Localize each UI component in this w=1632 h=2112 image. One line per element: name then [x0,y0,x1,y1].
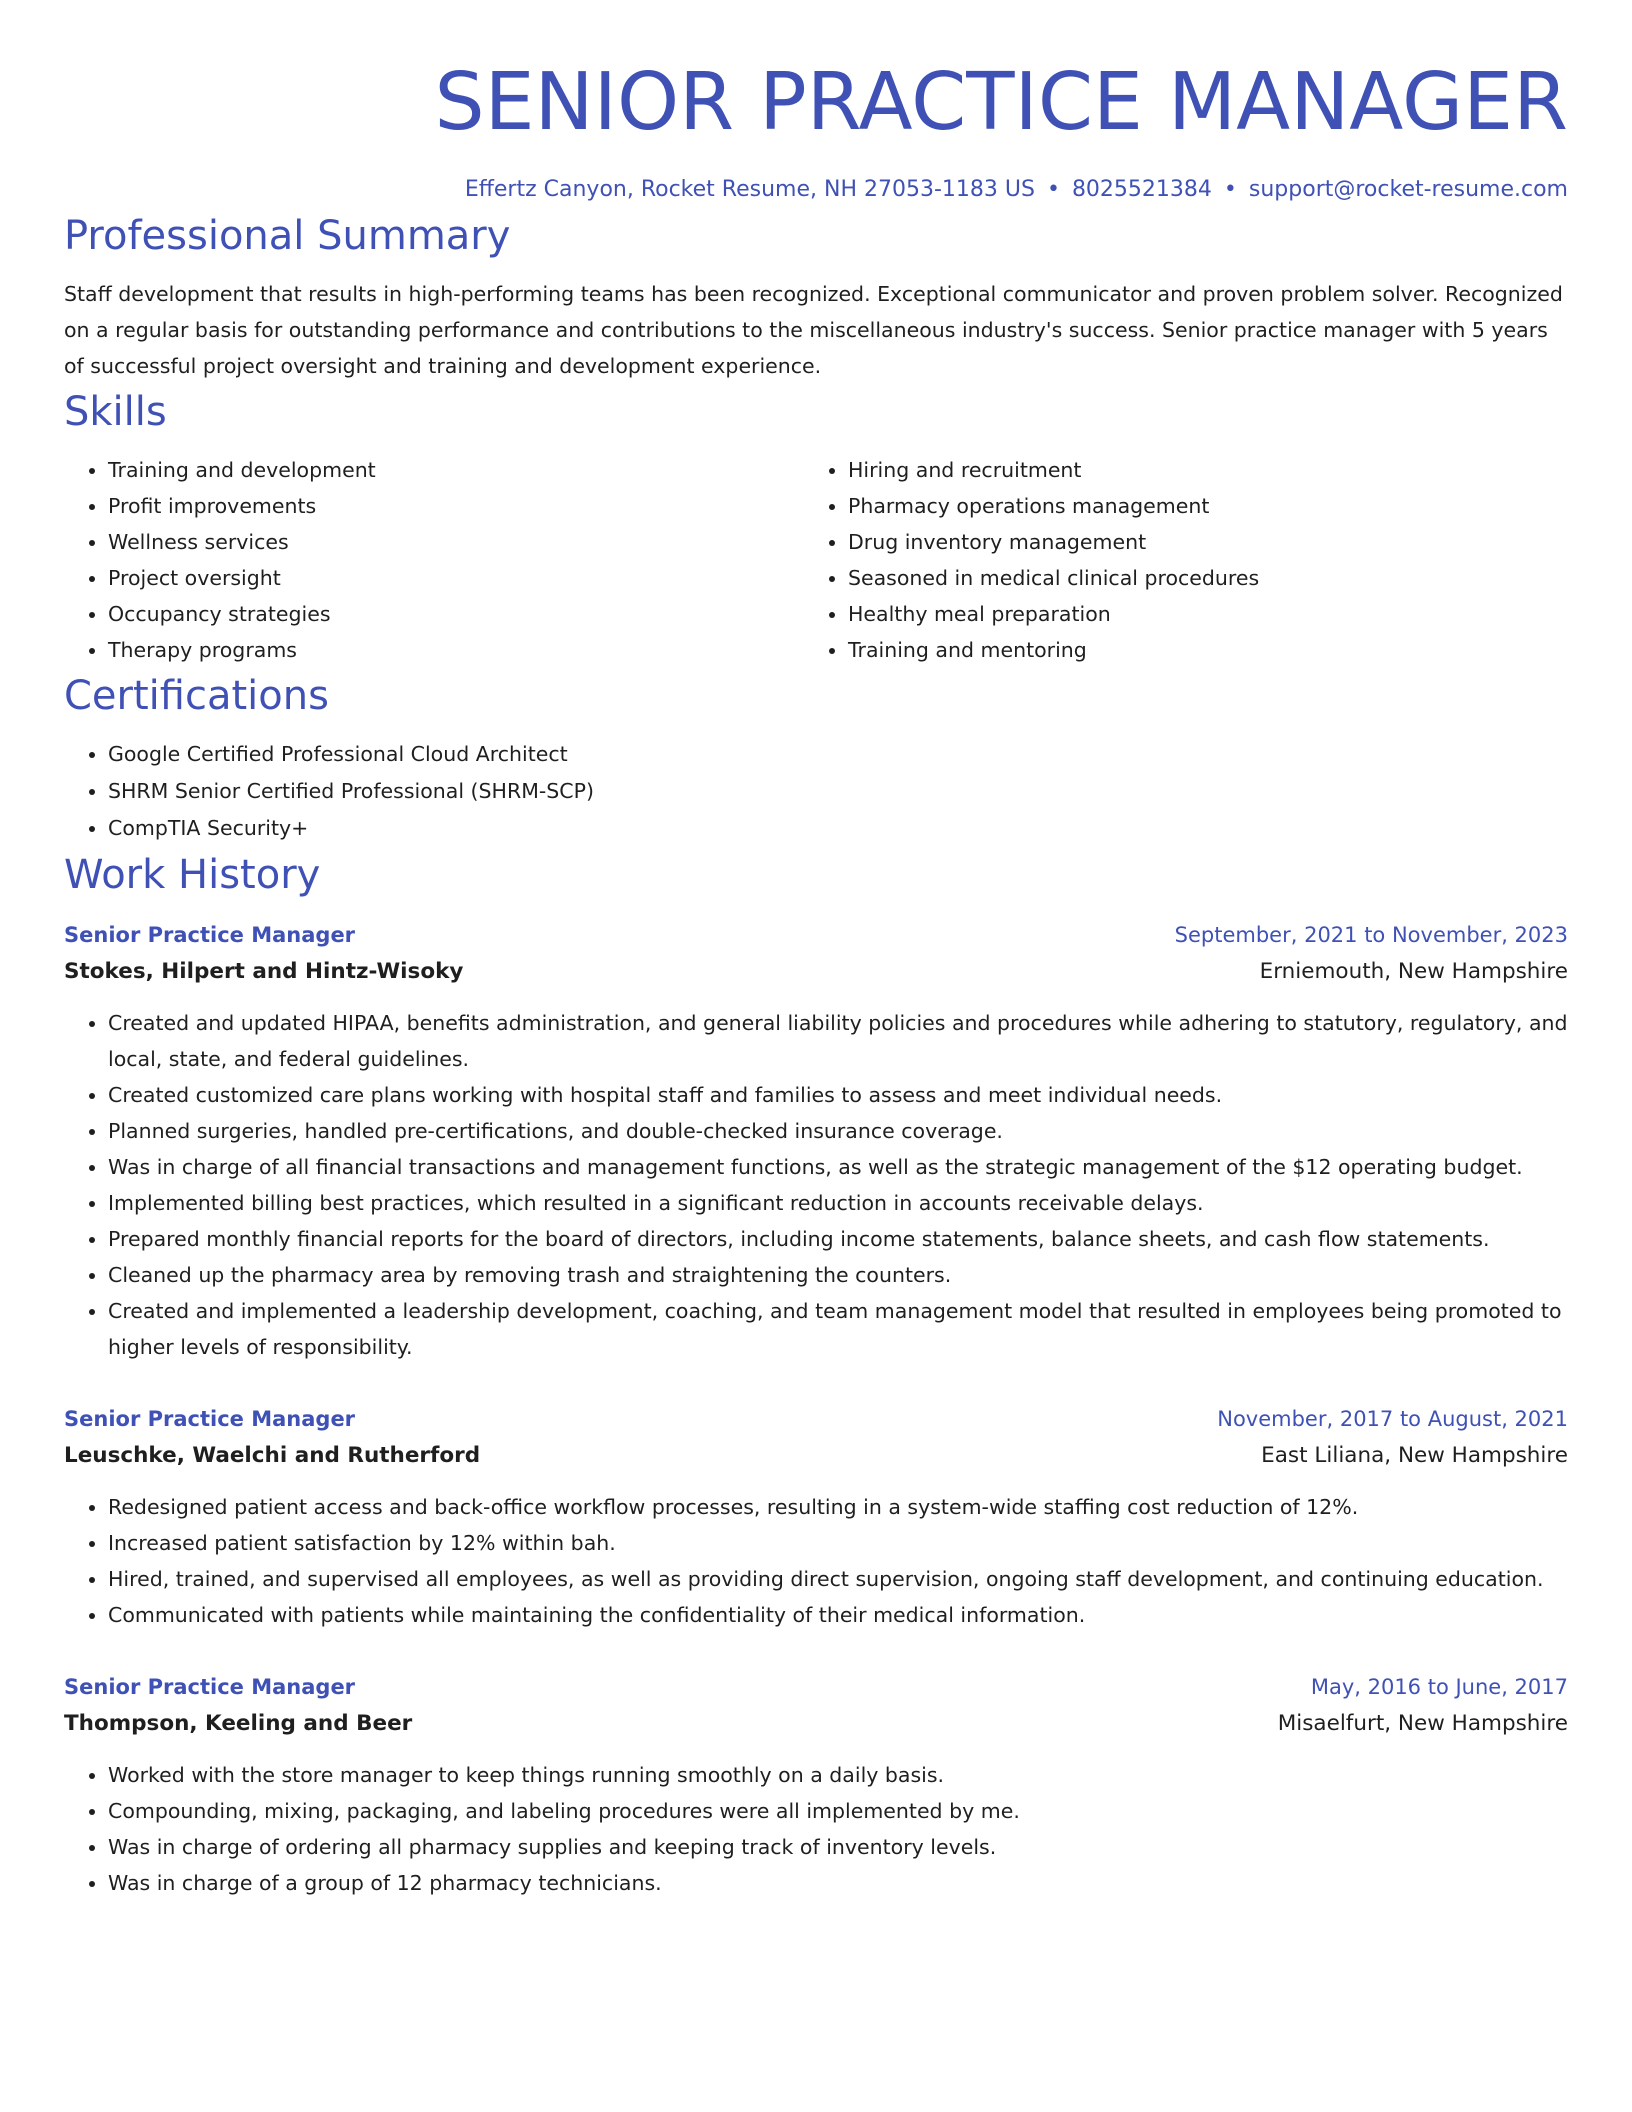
job-bullet: • Communicated with patients while maintaining the confidentiality of their medical information. [108,1597,1568,1633]
skills-section [64,384,1568,668]
skills-heading: Skills [64,389,167,435]
job-bullet: • Was in charge of ordering all pharmacy supplies and keeping track of inventory levels. [108,1829,1568,1865]
job-bullet: • Hired, trained, and supervised all employees, as well as providing direct supervision, ongoing staff development, and continuing education. [108,1561,1568,1597]
skill-item: • Wellness services [108,524,804,560]
summary-heading: Professional Summary [64,213,511,259]
skill-item: • Seasoned in medical clinical procedures [848,560,1560,596]
contact-phone: 8025521384 [1071,177,1212,202]
skill-item: • Training and mentoring [848,632,1560,668]
job-role: Senior Practice Manager [64,923,356,947]
job-bullets [64,1005,1568,1365]
job-location: East Liliana, New Hampshire [1261,1443,1568,1468]
summary-section [64,208,1568,384]
certifications-list [64,736,1568,847]
job-bullet: • Was in charge of all financial transactions and management functions, as well as the strategic management of the $12 operating budget. [108,1149,1568,1185]
skill-item: • Pharmacy operations management [848,488,1560,524]
skill-item: • Training and development [108,452,804,488]
skills-columns [64,452,1568,668]
contact-separator: • [1046,177,1060,202]
skill-item: • Profit improvements [108,488,804,524]
certification-item: • SHRM Senior Certified Professional (SHRM-SCP) [108,773,1568,810]
job-dates: September, 2021 to November, 2023 [1174,923,1568,947]
job-bullet: • Was in charge of a group of 12 pharmacy technicians. [108,1865,1568,1901]
job-header-row [64,917,1568,953]
skill-item: • Occupancy strategies [108,596,804,632]
job-company: Leuschke, Waelchi and Rutherford [64,1443,481,1468]
job-location: Misaelfurt, New Hampshire [1277,1711,1568,1736]
certification-item: • CompTIA Security+ [108,810,1568,847]
work-history-section [64,847,1568,1901]
job-bullet: • Created customized care plans working with hospital staff and families to assess and meet individual needs. [108,1077,1568,1113]
job-company-row [64,1437,1568,1475]
job-bullet: • Prepared monthly financial reports for the board of directors, including income statements, balance sheets, and cash flow statements. [108,1221,1568,1257]
job-bullet: • Created and updated HIPAA, benefits administration, and general liability policies and procedures while adhering to statutory, regulatory, and local, state, and federal guidelines. [108,1005,1568,1077]
job-role: Senior Practice Manager [64,1675,356,1699]
contact-address: Effertz Canyon, Rocket Resume, NH 27053-1183 US [464,177,1035,202]
job-bullet: • Created and implemented a leadership development, coaching, and team management model that resulted in employees being promoted to higher levels of responsibility. [108,1293,1568,1365]
work-history-heading: Work History [64,852,321,898]
job-bullet: • Planned surgeries, handled pre-certifications, and double-checked insurance coverage. [108,1113,1568,1149]
job-bullets [64,1489,1568,1633]
contact-email: support@rocket-resume.com [1248,177,1568,202]
certification-item: • Google Certified Professional Cloud Architect [108,736,1568,773]
contact-separator: • [1223,177,1237,202]
job-entry [64,917,1568,1365]
skills-list-left [64,452,804,668]
job-company: Stokes, Hilpert and Hintz-Wisoky [64,959,464,984]
job-header-row [64,1401,1568,1437]
job-location: Erniemouth, New Hampshire [1259,959,1568,984]
skill-item: • Healthy meal preparation [848,596,1560,632]
job-bullet: • Cleaned up the pharmacy area by removing trash and straightening the counters. [108,1257,1568,1293]
job-dates: May, 2016 to June, 2017 [1310,1675,1568,1699]
certifications-section [64,668,1568,847]
certifications-heading: Certifications [64,673,329,719]
skill-item: • Hiring and recruitment [848,452,1560,488]
job-role: Senior Practice Manager [64,1407,356,1431]
skill-item: • Project oversight [108,560,804,596]
job-bullet: • Implemented billing best practices, which resulted in a significant reduction in accounts receivable delays. [108,1185,1568,1221]
page-title: SENIOR PRACTICE MANAGER [434,56,1568,148]
job-bullet: • Increased patient satisfaction by 12% within bah. [108,1525,1568,1561]
job-dates: November, 2017 to August, 2021 [1217,1407,1568,1431]
job-entry [64,1669,1568,1901]
contact-line [64,172,1568,208]
skill-item: • Drug inventory management [848,524,1560,560]
summary-text: Staff development that results in high-performing teams has been recognized. Exceptional communicator and proven problem solver. Recognized on a regular basis for outstanding performance and contributions to the miscellaneous industry's success. Senior practice manager with 5 years of successful project oversight and training and development experience. [64,282,1563,378]
job-bullets [64,1757,1568,1901]
skill-item: • Therapy programs [108,632,804,668]
job-company: Thompson, Keeling and Beer [64,1711,413,1736]
job-header-row [64,1669,1568,1705]
job-bullet: • Redesigned patient access and back-office workflow processes, resulting in a system-wide staffing cost reduction of 12%. [108,1489,1568,1525]
job-entry [64,1401,1568,1633]
job-company-row [64,1705,1568,1743]
job-bullet: • Compounding, mixing, packaging, and labeling procedures were all implemented by me. [108,1793,1568,1829]
job-bullet: • Worked with the store manager to keep things running smoothly on a daily basis. [108,1757,1568,1793]
skills-list-right [804,452,1560,668]
job-company-row [64,953,1568,991]
